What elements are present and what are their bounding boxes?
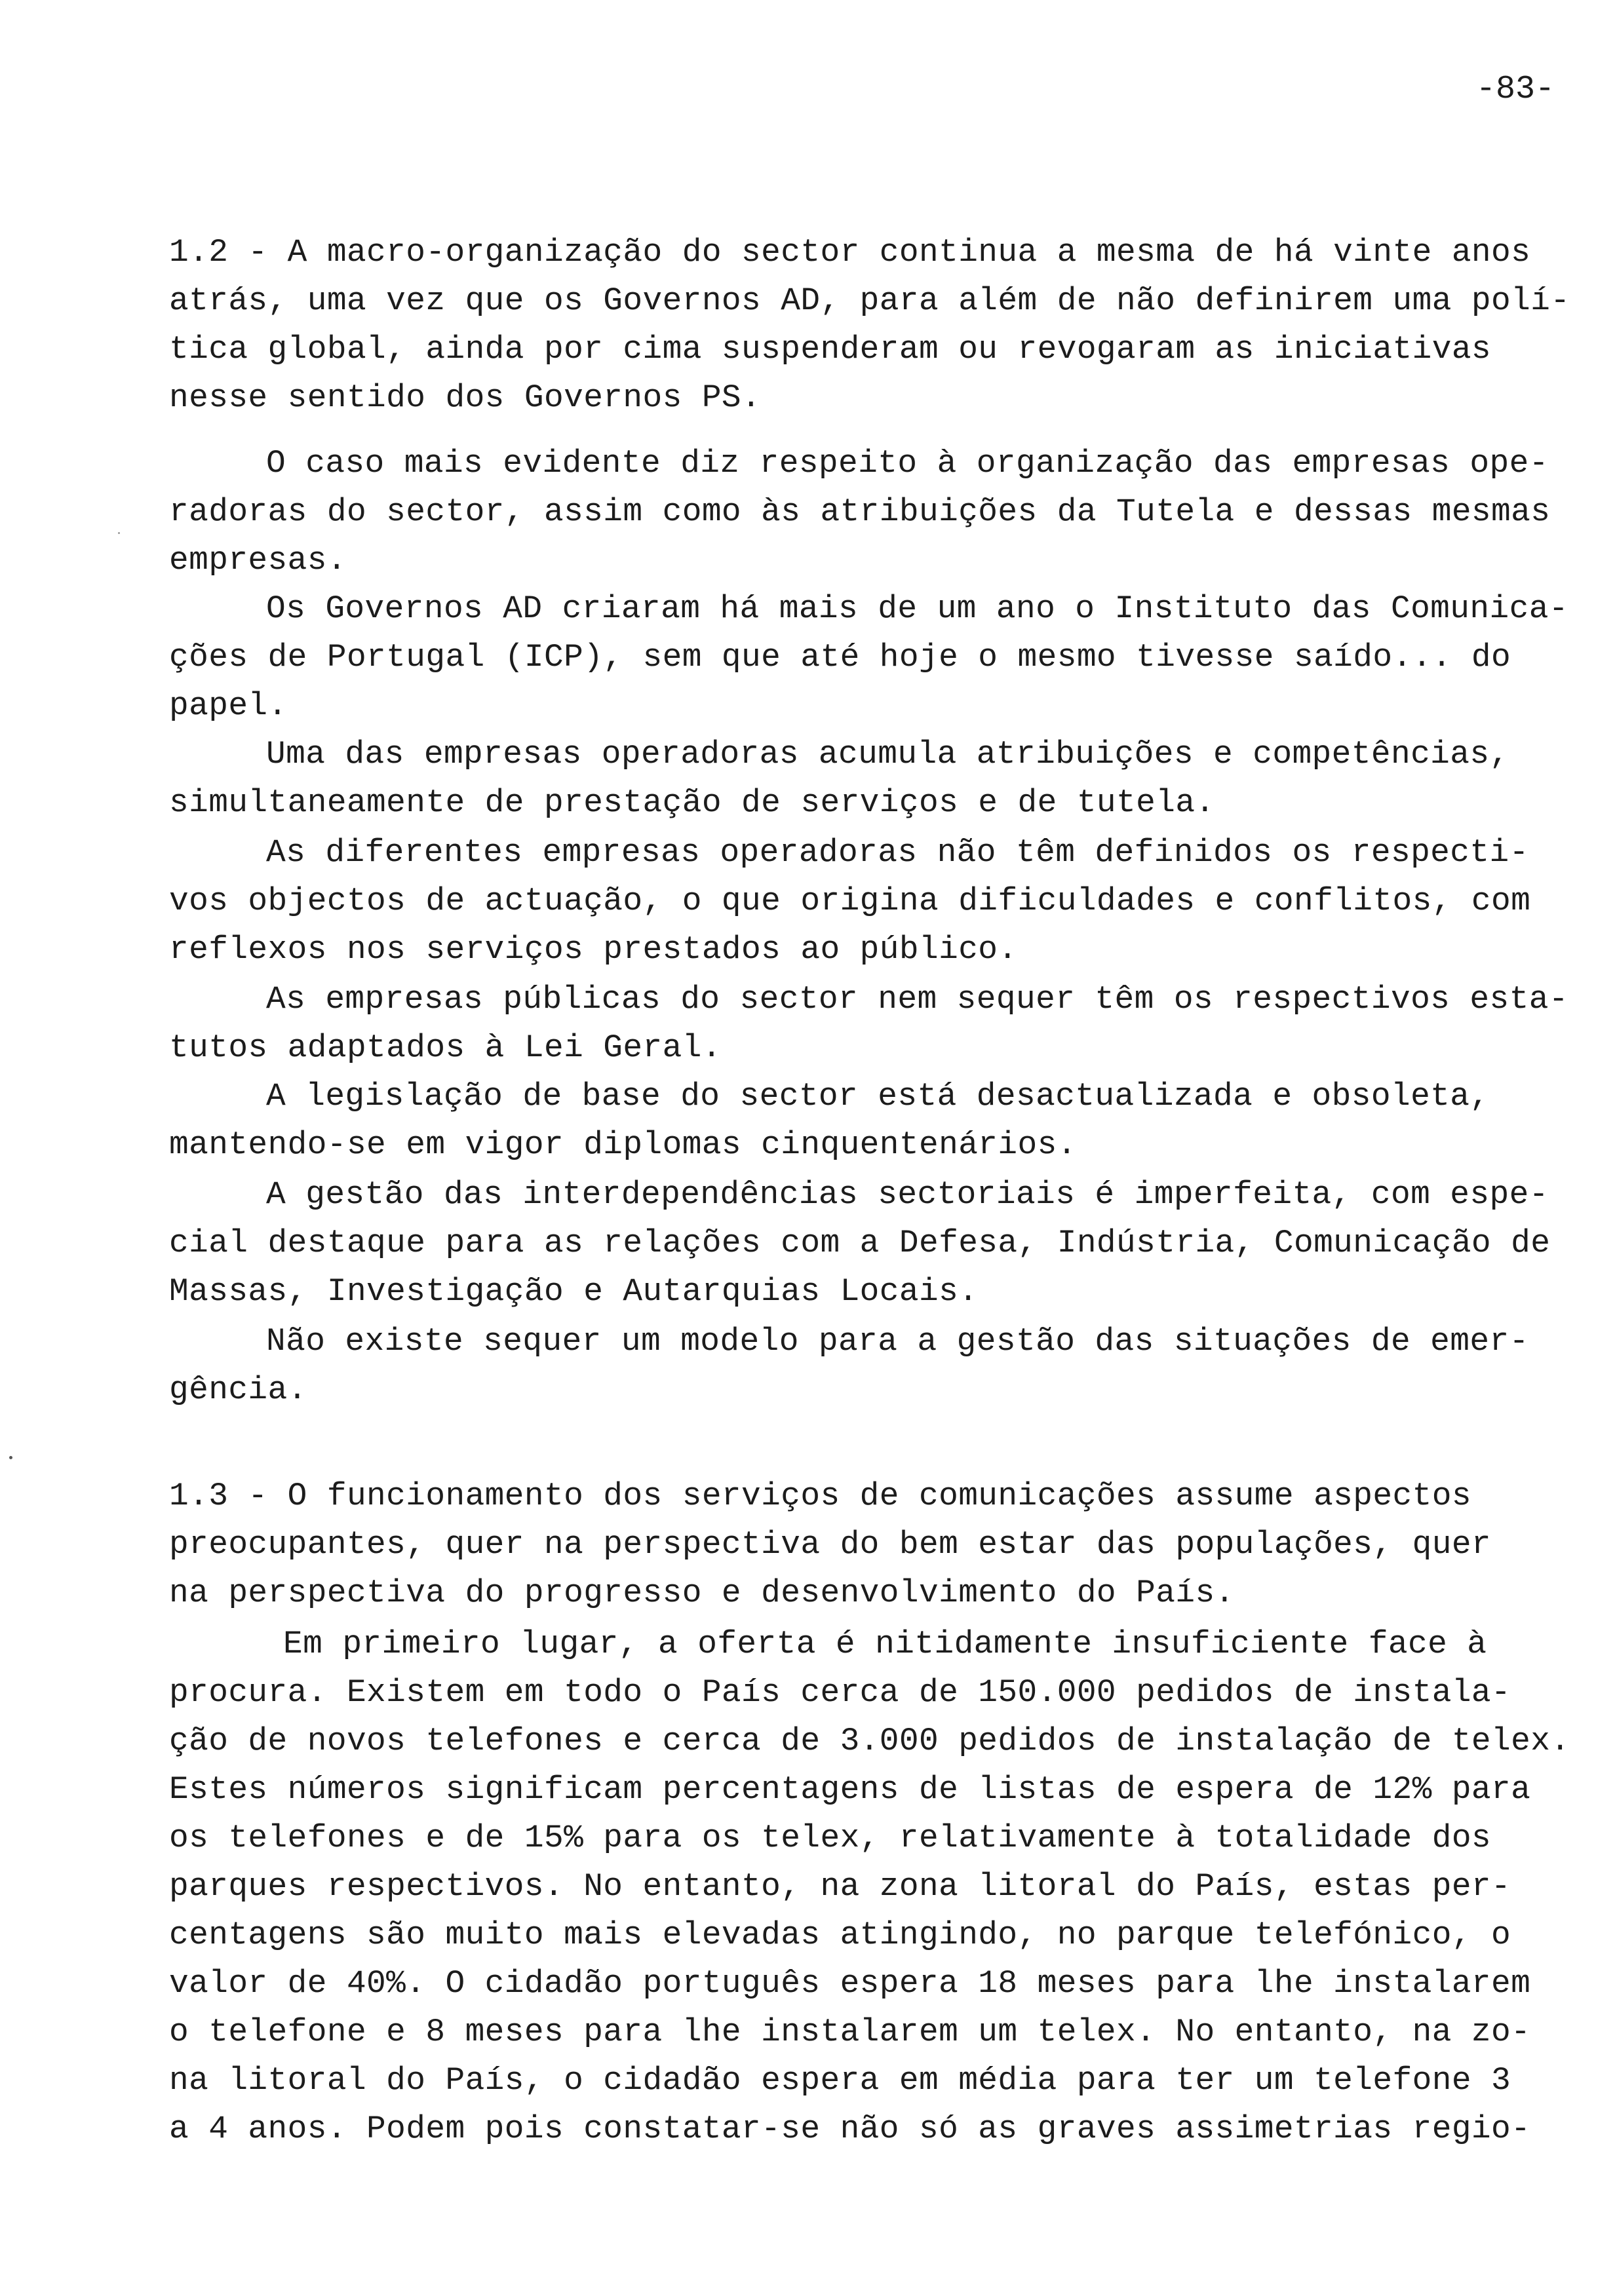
text-line: a 4 anos. Podem pois constatar-se não só as graves assimetrias regio-: [169, 2111, 1531, 2147]
text-line: atrás, uma vez que os Governos AD, para além de não definirem uma polí-: [169, 282, 1570, 319]
text-line: As empresas públicas do sector nem sequer têm os respectivos esta-: [266, 981, 1568, 1018]
text-line: ção de novos telefones e cerca de 3.000 pedidos de instalação de telex.: [169, 1723, 1570, 1759]
text-line: papel.: [169, 687, 288, 724]
text-line: simultaneamente de prestação de serviços e de tutela.: [169, 784, 1215, 821]
text-line: Massas, Investigação e Autarquias Locais.: [169, 1273, 979, 1310]
text-line: 1.2 - A macro-organização do sector continua a mesma de há vinte anos: [169, 234, 1531, 271]
text-line: A gestão das interdependências sectoriais é imperfeita, com espe-: [266, 1176, 1549, 1213]
text-line: vos objectos de actuação, o que origina dificuldades e conflitos, com: [169, 883, 1531, 919]
text-line: As diferentes empresas operadoras não têm definidos os respecti-: [266, 834, 1529, 871]
scan-speck: [9, 1456, 12, 1459]
text-line: Não existe sequer um modelo para a gestão das situações de emer-: [266, 1323, 1529, 1360]
text-line: o telefone e 8 meses para lhe instalarem um telex. No entanto, na zo-: [169, 2014, 1531, 2050]
text-line: na litoral do País, o cidadão espera em média para ter um telefone 3: [169, 2062, 1511, 2099]
scan-speck: [118, 532, 120, 534]
text-line: reflexos nos serviços prestados ao público.: [169, 931, 1018, 968]
page-number: -83-: [1476, 71, 1555, 108]
text-line: Os Governos AD criaram há mais de um ano o Instituto das Comunica-: [266, 590, 1568, 627]
text-line: radoras do sector, assim como às atribuições da Tutela e dessas mesmas: [169, 493, 1551, 530]
text-line: gência.: [169, 1371, 307, 1408]
text-line: preocupantes, quer na perspectiva do bem estar das populações, quer: [169, 1526, 1492, 1563]
text-line: O caso mais evidente diz respeito à organização das empresas ope-: [266, 445, 1549, 482]
text-line: na perspectiva do progresso e desenvolvimento do País.: [169, 1575, 1235, 1611]
text-line: nesse sentido dos Governos PS.: [169, 379, 762, 416]
text-line: ções de Portugal (ICP), sem que até hoje o mesmo tivesse saído... do: [169, 639, 1511, 676]
text-line: cial destaque para as relações com a Defesa, Indústria, Comunicação de: [169, 1225, 1551, 1261]
text-line: valor de 40%. O cidadão português espera 18 meses para lhe instalarem: [169, 1965, 1531, 2002]
text-line: A legislação de base do sector está desactualizada e obsoleta,: [266, 1078, 1490, 1115]
text-line: tica global, ainda por cima suspenderam ou revogaram as iniciativas: [169, 331, 1492, 368]
text-line: Em primeiro lugar, a oferta é nitidamente insuficiente face à: [283, 1626, 1487, 1662]
text-line: mantendo-se em vigor diplomas cinquentenários.: [169, 1126, 1077, 1163]
text-line: Uma das empresas operadoras acumula atribuições e competências,: [266, 736, 1509, 773]
text-line: 1.3 - O funcionamento dos serviços de comunicações assume aspectos: [169, 1478, 1471, 1514]
text-line: parques respectivos. No entanto, na zona litoral do País, estas per-: [169, 1868, 1511, 1905]
text-line: Estes números significam percentagens de listas de espera de 12% para: [169, 1771, 1531, 1808]
text-line: centagens são muito mais elevadas atingindo, no parque telefónico, o: [169, 1917, 1511, 1953]
text-line: os telefones e de 15% para os telex, relativamente à totalidade dos: [169, 1820, 1492, 1856]
text-line: tutos adaptados à Lei Geral.: [169, 1029, 722, 1066]
text-line: procura. Existem em todo o País cerca de 150.000 pedidos de instala-: [169, 1674, 1511, 1711]
text-line: empresas.: [169, 542, 347, 579]
